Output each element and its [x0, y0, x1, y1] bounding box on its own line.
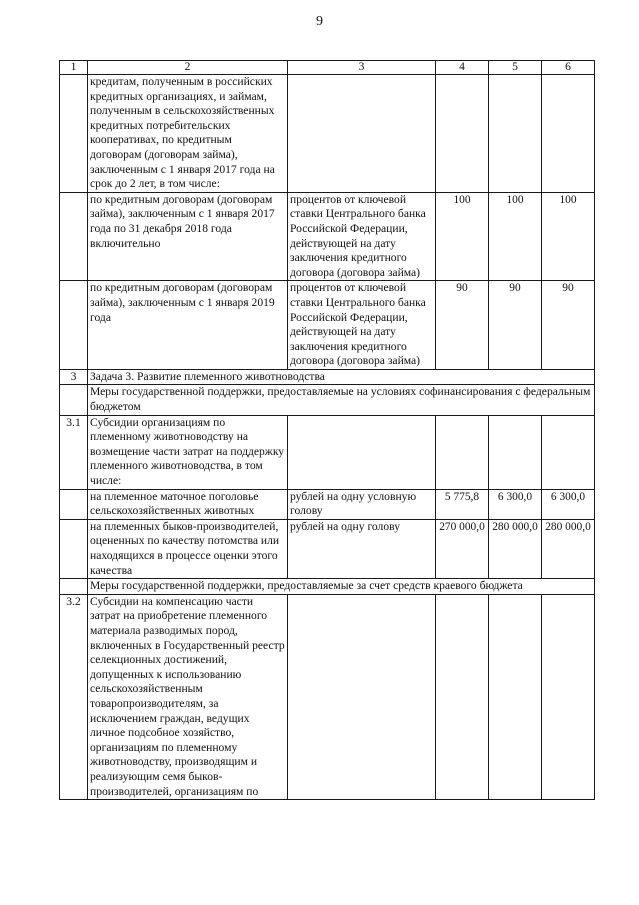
column-header-5: 5: [489, 61, 542, 75]
unit-cell: [288, 75, 436, 193]
measure-name-cell: Субсидии на компенсацию части затрат на приобретение племенного материала разводимых пород, включенных в Государственный реестр селекционных достижений, допущенных к использованию сельскохозяйственным товаропроизводителям, за исключением граждан, ведущих личное подсобное хозяйство, организациям по племенному животноводству, производящим и реализующим семя быков-производителей, организациям по: [88, 594, 288, 799]
table-row: [60, 594, 595, 799]
unit-cell: процентов от ключевой ставки Центрального банка Российской Федерации, действующей на дату заключения кредитного договора (договора займа): [288, 192, 436, 281]
measures-federal-cell: Меры государственной поддержки, предоставляемые на условиях софинансирования с федеральным бюджетом: [88, 385, 595, 415]
value-col6-cell: [542, 415, 595, 489]
value-col5-cell: 280 000,0: [489, 519, 542, 578]
value-col6-cell: 100: [542, 192, 595, 281]
value-col4-cell: [436, 415, 489, 489]
subsidy-rates-table: [59, 60, 595, 800]
table-row: [60, 192, 595, 281]
value-col5-cell: 90: [489, 281, 542, 370]
table-header-row: [60, 61, 595, 75]
task-number-cell: 3: [60, 369, 88, 385]
table-row: [60, 75, 595, 193]
value-col6-cell: 90: [542, 281, 595, 370]
measure-name-cell: на племенных быков-производителей, оцененных по качеству потомства или находящихся в процессе оценки этого качества: [88, 519, 288, 578]
unit-cell: рублей на одну условную голову: [288, 489, 436, 519]
value-col4-cell: 270 000,0: [436, 519, 489, 578]
unit-cell: рублей на одну голову: [288, 519, 436, 578]
measure-name-cell: Субсидии организациям по племенному животноводству на возмещение части затрат на поддержку племенного животноводства, в том числе:: [88, 415, 288, 489]
table-row: [60, 415, 595, 489]
task-row: [60, 369, 595, 385]
measures-section-row: [60, 579, 595, 595]
unit-cell: процентов от ключевой ставки Центрального банка Российской Федерации, действующей на дату заключения кредитного договора (договора займа): [288, 281, 436, 370]
column-header-6: 6: [542, 61, 595, 75]
measures-section-row: [60, 385, 595, 415]
column-header-1: 1: [60, 61, 88, 75]
column-header-4: 4: [436, 61, 489, 75]
measure-name-cell: по кредитным договорам (договорам займа), заключенным с 1 января 2017 года по 31 декабря 2018 года включительно: [88, 192, 288, 281]
row-number-cell: [60, 192, 88, 281]
page-number: 9: [316, 14, 323, 29]
value-col5-cell: 6 300,0: [489, 489, 542, 519]
row-number-cell: 3.1: [60, 415, 88, 489]
unit-cell: [288, 594, 436, 799]
task-title-cell: Задача 3. Развитие племенного животноводства: [88, 369, 595, 385]
row-number-cell: 3.2: [60, 594, 88, 799]
column-header-2: 2: [88, 61, 288, 75]
value-col6-cell: [542, 75, 595, 193]
table-row: [60, 281, 595, 370]
value-col5-cell: [489, 415, 542, 489]
value-col4-cell: 90: [436, 281, 489, 370]
measure-name-cell: по кредитным договорам (договорам займа), заключенным с 1 января 2019 года: [88, 281, 288, 370]
row-number-cell: [60, 489, 88, 519]
value-col4-cell: 100: [436, 192, 489, 281]
value-col6-cell: 6 300,0: [542, 489, 595, 519]
table-row: [60, 519, 595, 578]
measure-name-cell: кредитам, полученным в российских кредитных организациях, и займам, полученным в сельскохозяйственных кредитных потребительских кооперативах, по кредитным договорам (договорам займа), заключенным с 1 января 2017 года на срок до 2 лет, в том числе:: [88, 75, 288, 193]
value-col6-cell: 280 000,0: [542, 519, 595, 578]
measure-name-cell: на племенное маточное поголовье сельскохозяйственных животных: [88, 489, 288, 519]
empty-number-cell: [60, 385, 88, 415]
value-col4-cell: [436, 75, 489, 193]
measures-regional-cell: Меры государственной поддержки, предоставляемые за счет средств краевого бюджета: [88, 579, 595, 595]
value-col4-cell: [436, 594, 489, 799]
value-col5-cell: [489, 75, 542, 193]
row-number-cell: [60, 75, 88, 193]
unit-cell: [288, 415, 436, 489]
value-col5-cell: [489, 594, 542, 799]
value-col6-cell: [542, 594, 595, 799]
table-row: [60, 489, 595, 519]
row-number-cell: [60, 519, 88, 578]
column-header-3: 3: [288, 61, 436, 75]
value-col4-cell: 5 775,8: [436, 489, 489, 519]
value-col5-cell: 100: [489, 192, 542, 281]
empty-number-cell: [60, 579, 88, 595]
row-number-cell: [60, 281, 88, 370]
